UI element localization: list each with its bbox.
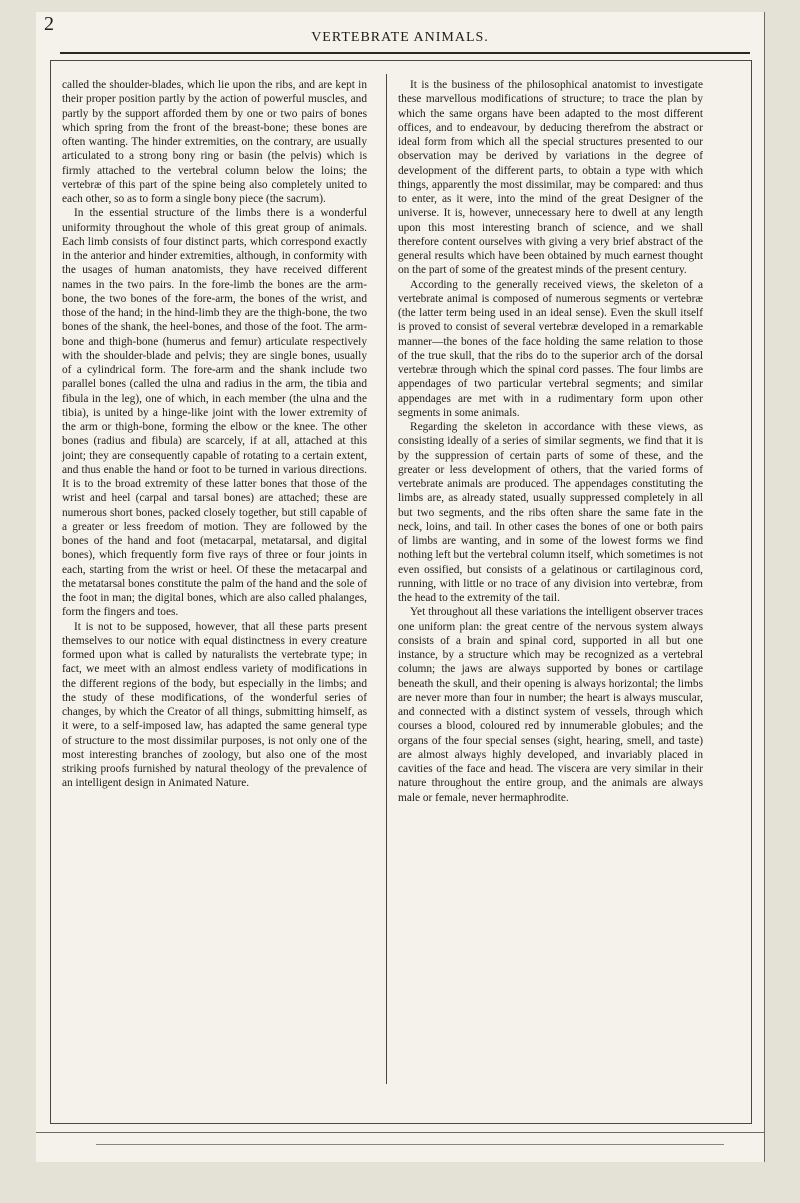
paragraph: According to the generally received views, the skeleton of a vertebrate animal is composed of numerous segments or vertebræ (the latter term being used in an ideal sense). Even the skull itself is proved to consist of several vertebræ developed in a remarkable manner—the bones of the face holding the same relation to those of the true skull, that the ribs do to the superior arch of the dorsal vertebræ through which the spinal cord passes. The four limbs are appendages of two particular vertebral segments; and similar appendages are met with in a rudimentary form upon other segments in some animals. [398, 278, 703, 419]
header-rule [60, 52, 750, 54]
right-column [398, 78, 703, 805]
left-column [62, 78, 367, 791]
bottom-rule-secondary [96, 1144, 724, 1145]
page-number: 2 [44, 13, 54, 35]
paragraph: Regarding the skeleton in accordance with these views, as consisting ideally of a series of similar segments, we find that it is by the suppression of certain parts of some of these, and the greater or less development of others, that the varied forms of vertebrate animals are produced. The appendages constituting the limbs are, as already stated, usually suppressed completely in all but two segments, and the ribs often share the same fate in the neck, loins, and tail. In other cases the bones of one or both pairs of limbs are wanting, and in some of the lowest forms we find nothing left but the vertebral column itself, which sometimes is not even ossified, but consists of a gelatinous or cartilaginous cord, running, with little or no trace of any division into vertebræ, from the head to the extremity of the tail. [398, 421, 703, 604]
bottom-rule [36, 1132, 764, 1133]
running-head: VERTEBRATE ANIMALS. [311, 30, 489, 45]
paragraph: It is not to be supposed, however, that all these parts present themselves to our notice with equal distinctness in every creature formed upon what is called by naturalists the vertebrate type; in fact, we meet with an almost endless variety of modifications in the different regions of the body, but especially in the limbs; and the study of these modifications, of the wonderful series of changes, by which the Creator of all things, submitting himself, as it were, to a self-imposed law, has adapted the same general type of structure to the most dissimilar purposes, is not only one of the most interesting branches of zoology, but also one of the most striking proofs furnished by natural theology of the prevalence of an intelligent design in Animated Nature. [62, 620, 367, 790]
paragraph: Yet throughout all these variations the intelligent observer traces one uniform plan: the great centre of the nervous system always consists of a brain and spinal cord, supported in all but one instance, by a structure which may be recognized as a vertebral column; the jaws are always supported by bones or cartilage beneath the skull, and their opening is always horizontal; the limbs are never more than four in number; the heart is always muscular, and connected with a distinct system of vessels, through which courses a blood, coloured red by innumerable globules; and the organs of the four special senses (sight, hearing, smell, and taste) are almost always highly developed, and invariably placed in cavities of the face and head. The viscera are very similar in their nature throughout the entire group, and the animals are always male or female, never hermaphrodite. [398, 606, 703, 804]
paragraph: called the shoulder-blades, which lie upon the ribs, and are kept in their proper position partly by the action of powerful muscles, and partly by the support afforded them by one or two pairs of bones which spring from the front of the breast-bone; these bones are often wanting. The hinder extremities, on the contrary, are usually articulated to a strong bony ring or basin (the pelvis) which is firmly attached to the vertebral column below the loins; the vertebræ of this part of the spine being also completely united to each other, so as to form a single bony piece (the sacrum). [62, 79, 367, 205]
column-divider [386, 74, 387, 1084]
book-page [36, 12, 765, 1162]
paragraph: In the essential structure of the limbs there is a wonderful uniformity throughout the whole of this great group of animals. Each limb consists of four distinct parts, which correspond exactly in the anterior and hinder extremities, although, in conformity with the usages of human anatomists, they have received different names in the two pairs. In the fore-limb the bones are the arm-bone, the two bones of the fore-arm, the bones of the wrist, and those of the hand; in the hind-limb they are the thigh-bone, the two bones of the shank, the heel-bones, and those of the foot. The arm-bone and thigh-bone (humerus and femur) articulate respectively with the shoulder-blade and pelvis; they are single bones, usually of a cylindrical form. The fore-arm and the shank include two parallel bones (called the ulna and radius in the arm, the tibia and fibula in the leg), one of which, in each member (the ulna and the tibia), is united by a hinge-like joint with the lower extremity of the arm or thigh-bone, forming the elbow or the knee. The other bones (radius and fibula) are scarcely, if at all, attached at this joint; they are consequently capable of rotating to a certain extent, and thus enable the hand or foot to be turned in various directions. It is to the broad extremity of these latter bones that those of the wrist and heel (carpal and tarsal bones) are attached; these are numerous short bones, packed closely together, but still capable of a greater or less freedom of motion. They are followed by the bones of the hand and foot (metacarpal, metatarsal, and digital bones), which frequently form five rays of three or four joints in each, starting from the wrist or heel. Of these the metacarpal and the metatarsal bones constitute the palm of the hand and the sole of the foot in man; the digital bones, which are also called phalanges, form the fingers and toes. [62, 207, 367, 619]
paragraph: It is the business of the philosophical anatomist to investigate these marvellous modifications of structure; to trace the plan by which the same organs have been adapted to the most different offices, and to endeavour, by deducing therefrom the abstract or ideal form from which all the special structures presented to our observation may be derived by variations in the degree of development of the different parts, to obtain a type with which things, apparently the most dissimilar, may be compared: and thus to enter, as it were, into the mind of the great Designer of the universe. It is, however, unnecessary here to dwell at any length upon this most interesting branch of science, and we shall therefore content ourselves with giving a very brief abstract of the general results which have been obtained by much earnest thought on the part of some of the greatest minds of the present century. [398, 79, 703, 277]
